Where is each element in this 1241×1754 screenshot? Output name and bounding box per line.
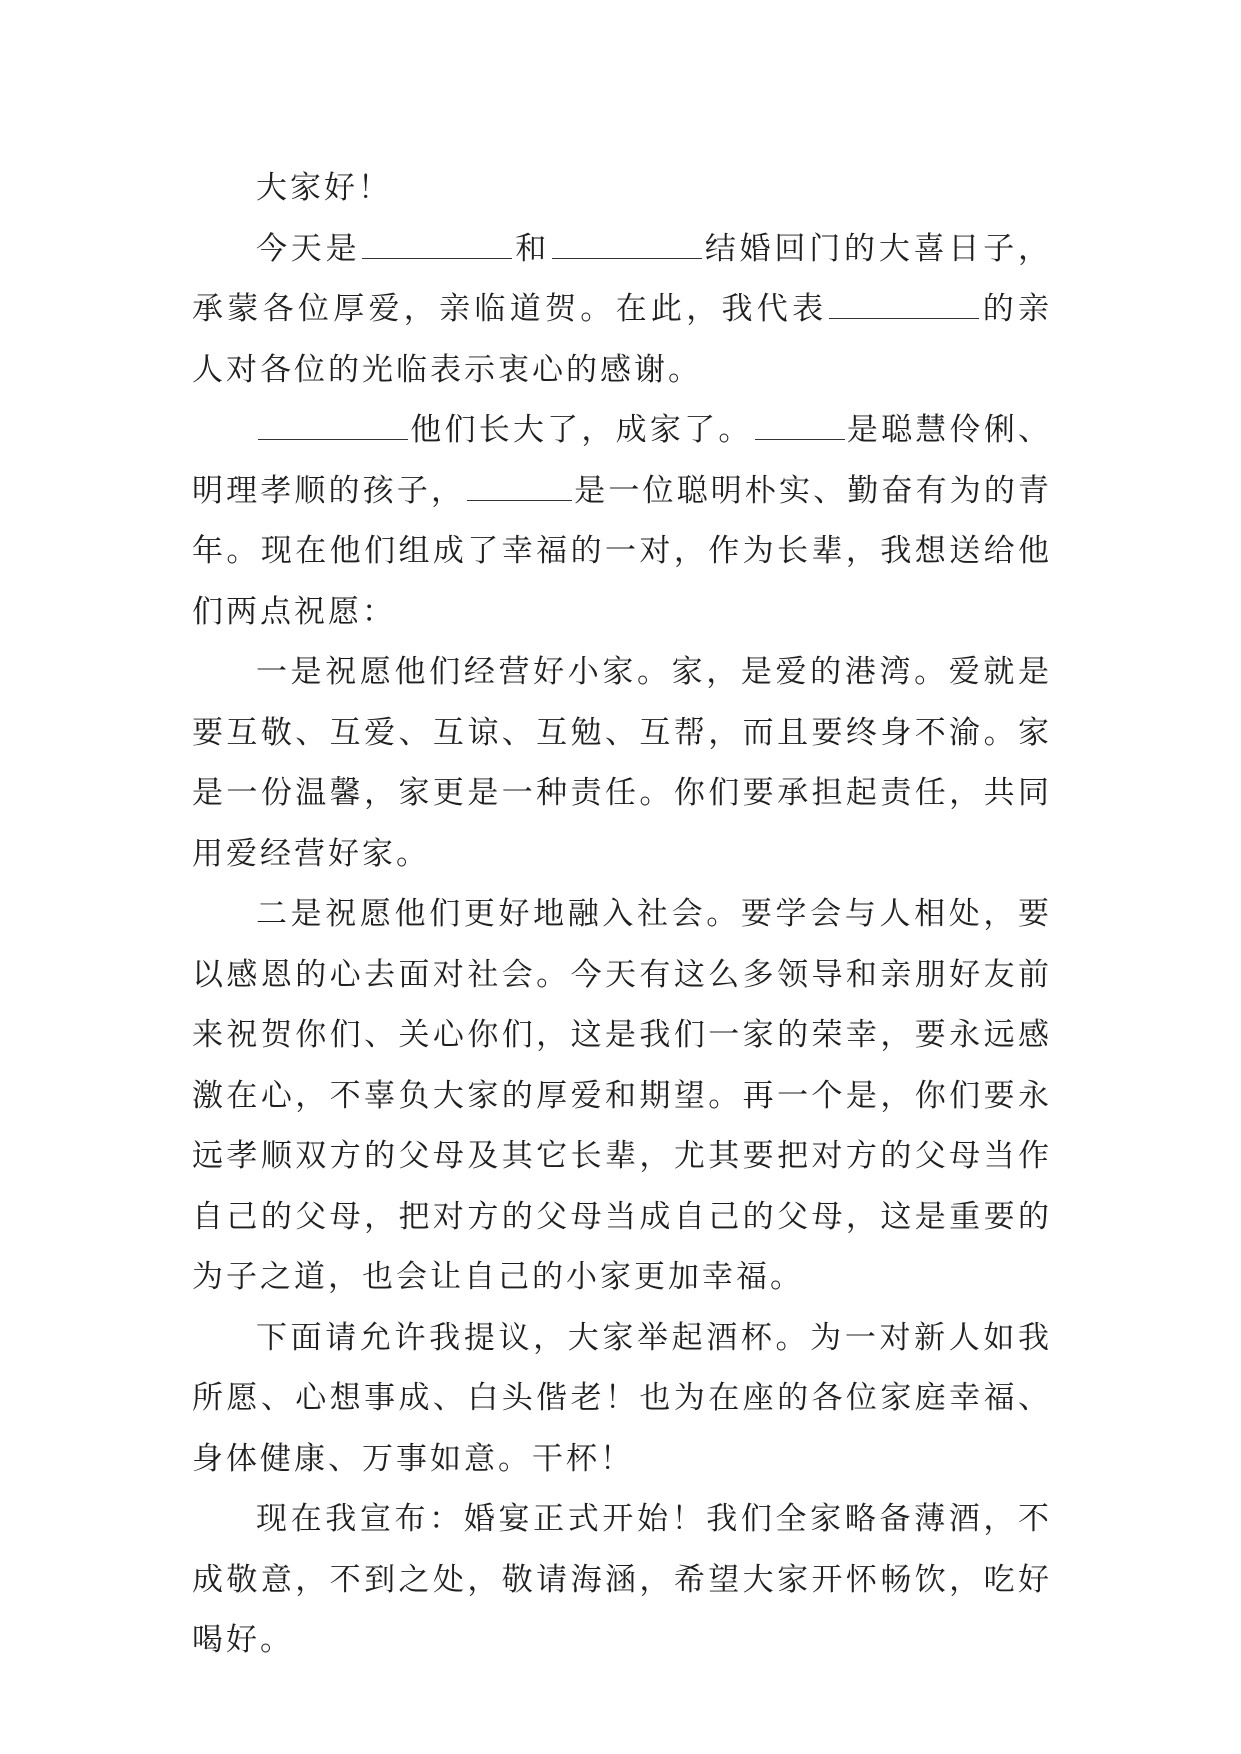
paragraph-text: 是聪慧伶俐、明理孝顺的孩子， (192, 412, 1053, 509)
paragraph-intro (192, 219, 1052, 401)
paragraph-text: 现在我宣布：婚宴正式开始！我们全家略备薄酒，不成敬意，不到之处，敬请海涵，希望大家开怀畅饮，吃好喝好。 (192, 1501, 1052, 1658)
fill-in-blank (552, 234, 702, 259)
paragraph-text: 的亲人对各位的光临表示衷心的感谢。 (192, 291, 1053, 388)
paragraph-text: 是一位聪明朴实、勤奋有为的青年。现在他们组成了幸福的一对，作为长辈，我想送给他们两点祝愿： (192, 472, 1053, 630)
paragraph-text: 一是祝愿他们经营好小家。家，是爱的港湾。爱就是要互敬、互爱、互谅、互勉、互帮，而且要终身不渝。家是一份温馨，家更是一种责任。你们要承担起责任，共同用爱经营好家。 (192, 654, 1052, 872)
paragraph-text: 二是祝愿他们更好地融入社会。要学会与人相处，要以感恩的心去面对社会。今天有这么多领导和亲朋好友前来祝贺你们、关心你们，这是我们一家的荣幸，要永远感激在心，不辜负大家的厚爱和期望。再一个是，你们要永远孝顺双方的父母及其它长辈，尤其要把对方的父母当作自己的父母，把对方的父母当成自己的父母，这是重要的为子之道，也会让自己的小家更加幸福。 (192, 896, 1052, 1295)
fill-in-blank (829, 294, 979, 319)
paragraph-text: 和 (514, 230, 551, 267)
fill-in-blank (467, 476, 572, 501)
paragraph-text: 结婚回门的大喜日子，承蒙各位厚爱，亲临道贺。在此，我代表 (192, 230, 1053, 327)
paragraph-wish-one (192, 642, 1052, 884)
paragraph-text: 大家好！ (256, 170, 392, 206)
paragraph-greeting (192, 158, 1052, 219)
paragraph-announcement (192, 1489, 1052, 1671)
paragraph-text: 今天是 (256, 230, 361, 267)
fill-in-blank (755, 415, 845, 440)
paragraph-wish-two (192, 884, 1052, 1308)
paragraph-text: 他们长大了，成家了。 (410, 412, 753, 448)
fill-in-blank (362, 234, 512, 259)
paragraph-grown-up (192, 400, 1052, 642)
paragraph-toast (192, 1308, 1052, 1490)
fill-in-blank (258, 415, 408, 440)
speech-body (192, 158, 1052, 1671)
paragraph-text: 下面请允许我提议，大家举起酒杯。为一对新人如我所愿、心想事成、白头偕老！也为在座的各位家庭幸福、身体健康、万事如意。干杯！ (192, 1319, 1052, 1477)
